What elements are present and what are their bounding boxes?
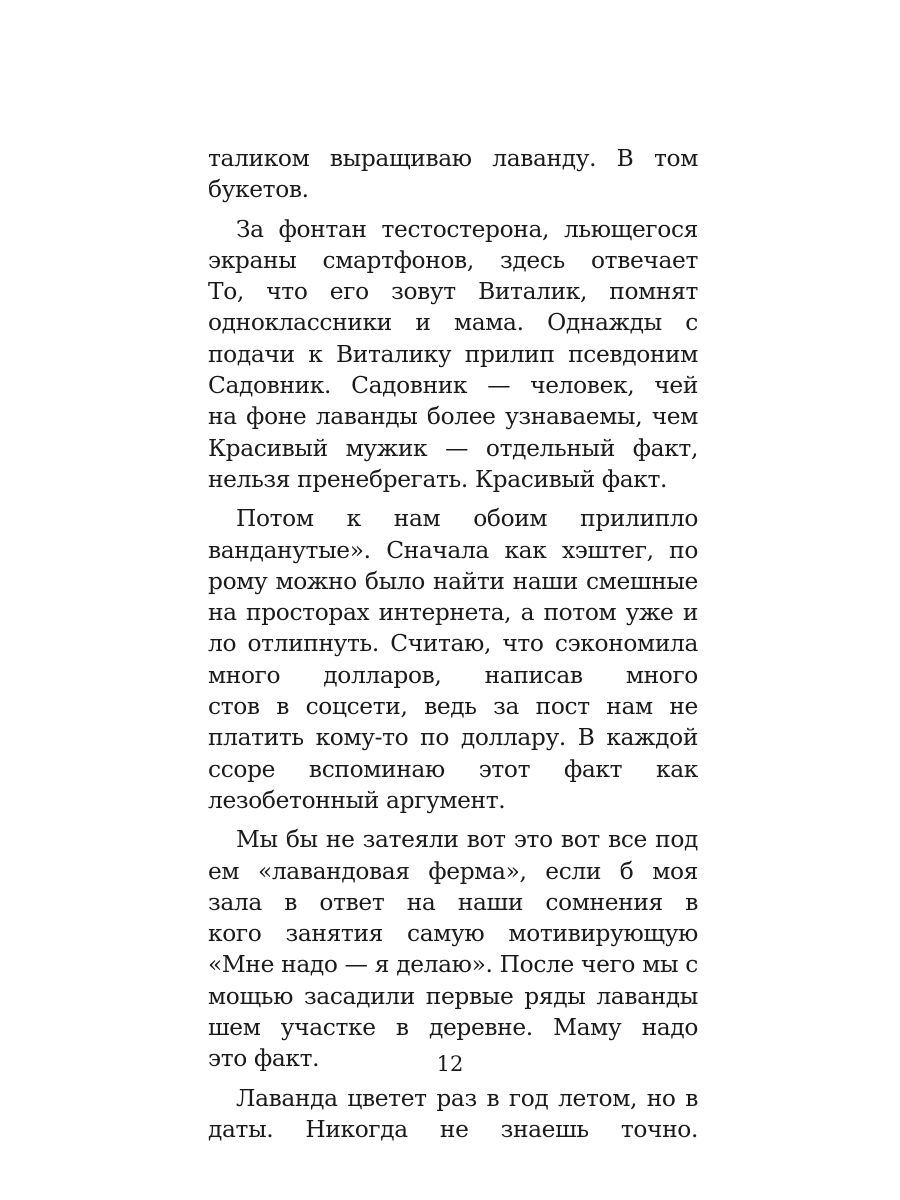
text-line: экраны смартфонов, здесь отвечает	[208, 246, 698, 274]
text-line: это факт.	[208, 1045, 320, 1073]
text-line: Мы бы не затеяли вот это вот все под	[236, 826, 698, 854]
text-line: ем «лавандовая ферма», если б моя	[208, 857, 698, 885]
paragraph	[208, 143, 698, 206]
text-line: шем участке в деревне. Маму надо	[208, 1014, 698, 1042]
text-line: подачи к Виталику прилип псевдоним	[208, 340, 698, 368]
text-line: нельзя пренебрегать. Красивый факт.	[208, 465, 668, 493]
text-line: много долларов, написав много	[208, 661, 698, 689]
text-line: ло отлипнуть. Считаю, что сэкономила	[208, 630, 698, 658]
text-line: Красивый мужик — отдельный факт,	[208, 434, 698, 462]
text-line: платить кому-то по доллару. В каждой	[208, 724, 698, 752]
text-line: мощью засадили первые ряды лаванды	[208, 982, 698, 1010]
text-line: даты. Никогда не знаешь точно.	[208, 1115, 698, 1143]
text-line: Лаванда цветет раз в год летом, но в	[236, 1084, 698, 1112]
text-line: стов в соцсети, ведь за пост нам не	[208, 693, 698, 721]
text-line: рому можно было найти наши смешные	[208, 567, 698, 595]
page-body-text	[208, 143, 698, 1145]
text-line: ссоре вспоминаю этот факт как	[208, 755, 698, 783]
text-line: на просторах интернета, а потом уже и	[208, 599, 698, 627]
paragraph	[208, 503, 698, 816]
text-line: на фоне лаванды более узнаваемы, чем	[208, 403, 698, 431]
text-line: лезобетонный аргумент.	[208, 786, 506, 814]
text-line: Потом к нам обоим прилипло	[236, 505, 698, 533]
text-line: букетов.	[208, 176, 309, 204]
paragraph	[208, 1083, 698, 1146]
paragraph	[208, 824, 698, 1074]
paragraph	[208, 214, 698, 496]
text-line: За фонтан тестостерона, льющегося	[236, 215, 698, 243]
text-line: То, что его зовут Виталик, помнят	[208, 278, 698, 306]
text-line: одноклассники и мама. Однажды с	[208, 309, 698, 337]
text-line: кого занятия самую мотивирующую	[208, 920, 698, 948]
text-line: ванданутые». Сначала как хэштег, по	[208, 536, 698, 564]
text-line: таликом выращиваю лаванду. В том	[208, 145, 698, 172]
text-line: Садовник. Садовник — человек, чей	[208, 372, 698, 400]
page-number: 12	[436, 1052, 464, 1076]
text-line: зала в ответ на наши сомнения в	[208, 888, 698, 916]
text-line: «Мне надо — я делаю». После чего мы с	[208, 951, 698, 979]
